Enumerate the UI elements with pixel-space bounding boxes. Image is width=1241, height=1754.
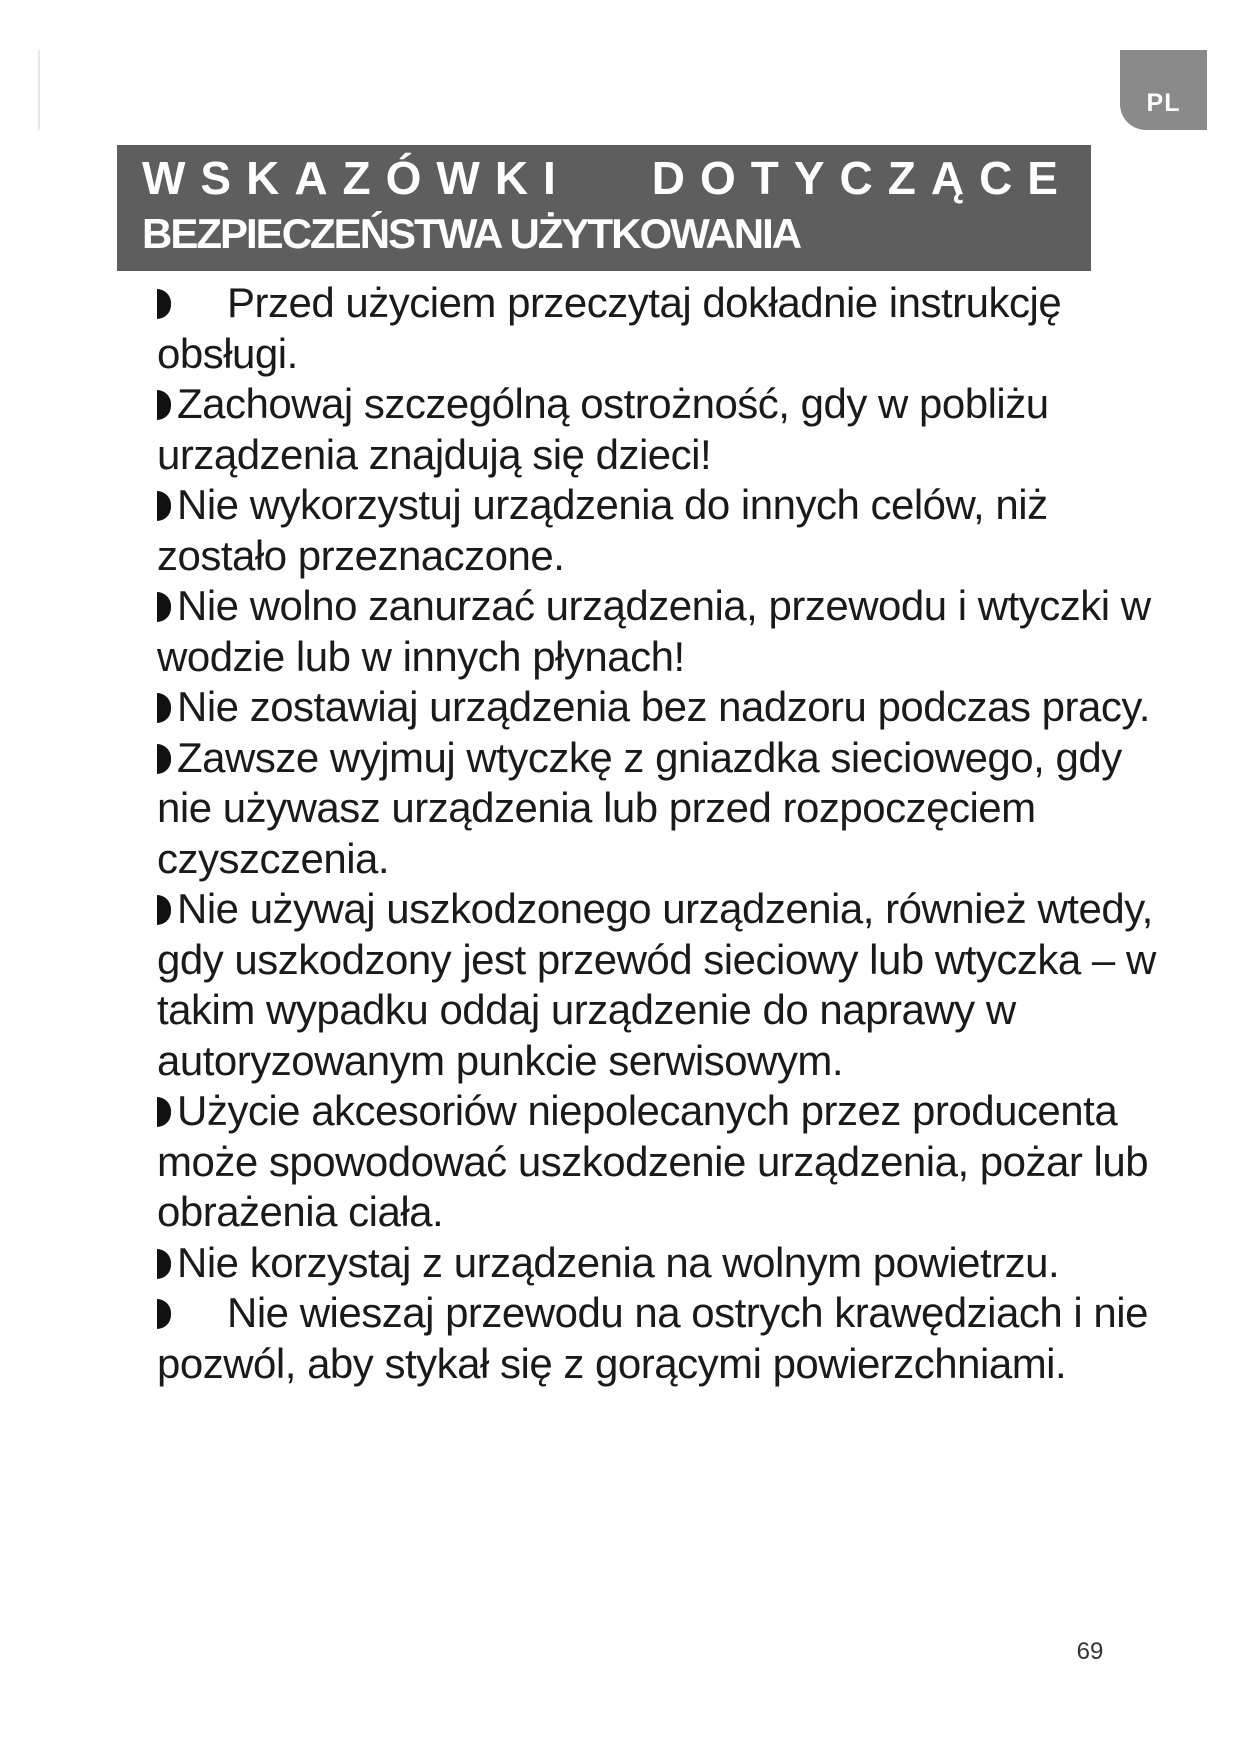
bullet-icon bbox=[157, 390, 171, 420]
safety-rule-text: Nie zostawiaj urządzenia bez nadzoru podczas pracy. bbox=[177, 683, 1150, 730]
safety-rule bbox=[157, 480, 1167, 581]
bullet-icon bbox=[157, 592, 171, 622]
safety-rule-text: Przed użyciem przeczytaj dokładnie instrukcję obsługi. bbox=[157, 279, 1062, 377]
bullet-icon bbox=[157, 289, 171, 319]
bullet-icon bbox=[157, 1249, 171, 1279]
safety-rule-text: Nie używaj uszkodzonego urządzenia, również wtedy, gdy uszkodzony jest przewód sieciowy lub wtyczka – w takim wypadku oddaj urządzenie do naprawy w autoryzowanym punkcie serwisowym. bbox=[157, 885, 1156, 1084]
safety-rule bbox=[157, 1086, 1167, 1238]
safety-rule bbox=[157, 1238, 1167, 1289]
safety-rule-text: Nie wolno zanurzać urządzenia, przewodu i wtyczki w wodzie lub w innych płynach! bbox=[157, 582, 1151, 680]
safety-rule bbox=[157, 682, 1167, 733]
bullet-icon bbox=[157, 1097, 171, 1127]
language-tab bbox=[1120, 50, 1207, 130]
safety-rule bbox=[157, 884, 1167, 1086]
section-heading bbox=[117, 145, 1091, 271]
section-heading-line2: BEZPIECZEŃSTWA UŻYTKOWANIA bbox=[142, 210, 801, 257]
bullet-icon bbox=[157, 693, 171, 723]
page-number: 69 bbox=[1076, 1638, 1104, 1665]
safety-rule bbox=[157, 733, 1167, 885]
section-heading-line1: WSKAZÓWKI DOTYCZĄCE bbox=[142, 152, 1073, 204]
bullet-icon bbox=[157, 744, 171, 774]
safety-rule-text: Zawsze wyjmuj wtyczkę z gniazdka sieciowego, gdy nie używasz urządzenia lub przed rozpoczęciem czyszczenia. bbox=[157, 733, 1122, 882]
safety-rules-list bbox=[157, 278, 1167, 1389]
safety-rule-text: Nie wieszaj przewodu na ostrych krawędziach i nie pozwól, aby stykał się z gorącymi powierzchniami. bbox=[157, 1289, 1148, 1387]
bullet-icon bbox=[157, 895, 171, 925]
bullet-icon bbox=[157, 1299, 171, 1329]
safety-rule bbox=[157, 278, 1167, 379]
safety-rule bbox=[157, 1288, 1167, 1389]
safety-rule bbox=[157, 379, 1167, 480]
page-edge-mark bbox=[38, 50, 40, 130]
language-tab-label: PL bbox=[1146, 89, 1181, 117]
safety-rule bbox=[157, 581, 1167, 682]
safety-rule-text: Użycie akcesoriów niepolecanych przez producenta może spowodować uszkodzenie urządzenia, pożar lub obrażenia ciała. bbox=[157, 1087, 1149, 1235]
safety-rule-text: Zachowaj szczególną ostrożność, gdy w pobliżu urządzenia znajdują się dzieci! bbox=[157, 380, 1049, 478]
safety-rule-text: Nie korzystaj z urządzenia na wolnym powietrzu. bbox=[177, 1238, 1060, 1286]
safety-rule-text: Nie wykorzystuj urządzenia do innych celów, niż zostało przeznaczone. bbox=[157, 481, 1048, 579]
bullet-icon bbox=[157, 491, 171, 521]
